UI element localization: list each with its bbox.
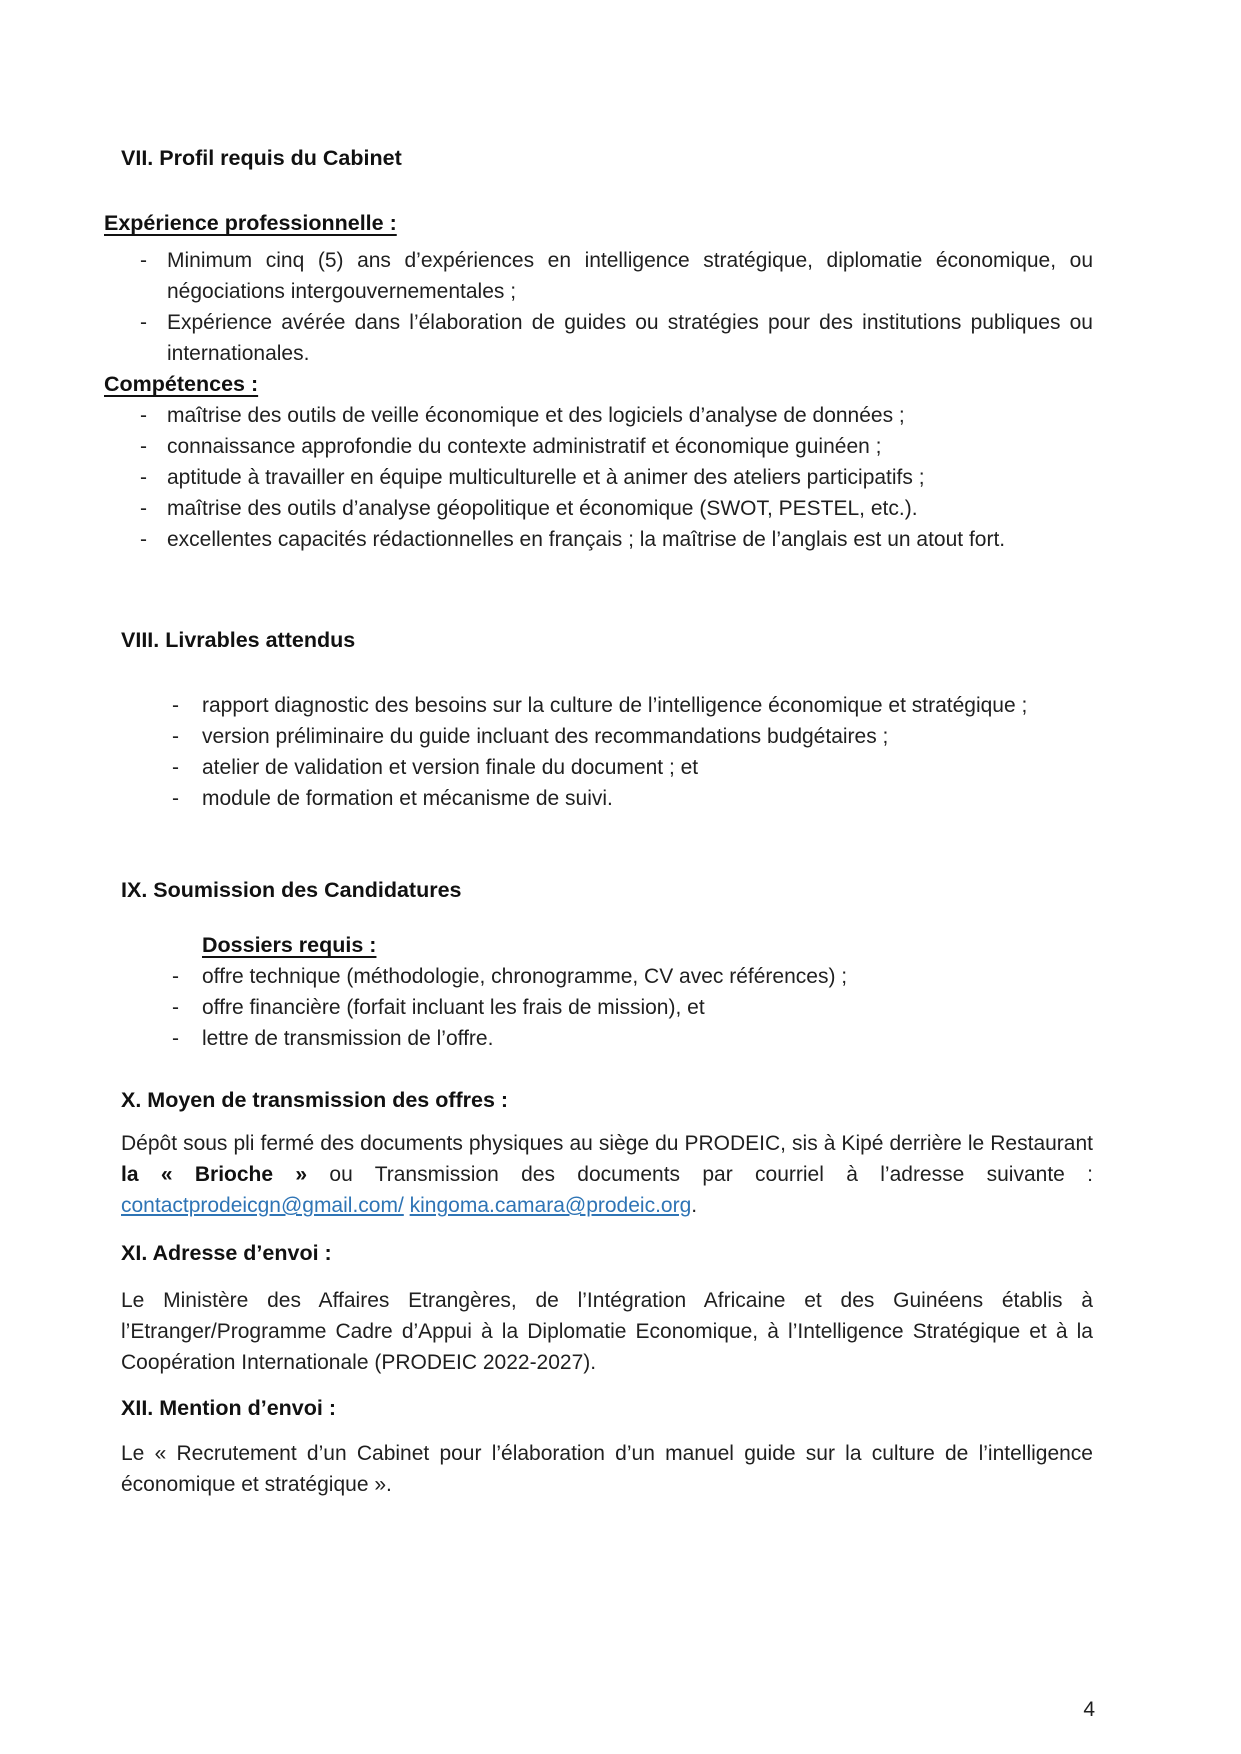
list-item bbox=[140, 493, 1093, 524]
list-item bbox=[172, 690, 1093, 721]
list-item-text: Minimum cinq (5) ans d’expériences en intelligence stratégique, diplomatie économique, ou négociations intergouvernementales ; bbox=[167, 249, 1093, 303]
bullet-dash: - bbox=[172, 725, 179, 748]
competences-list bbox=[121, 400, 1093, 617]
list-item bbox=[172, 1023, 1093, 1054]
list-item-text: Expérience avérée dans l’élaboration de guides ou stratégies pour des institutions publiques ou internationales. bbox=[167, 311, 1093, 365]
list-item bbox=[172, 783, 1093, 814]
list-item-text: atelier de validation et version finale du document ; et bbox=[202, 756, 699, 779]
subheading-competences-wrap bbox=[104, 369, 1093, 400]
list-item-text: connaissance approfondie du contexte administratif et économique guinéen ; bbox=[167, 435, 882, 458]
bullet-dash: - bbox=[172, 694, 179, 717]
adresse-paragraph: Le Ministère des Affaires Etrangères, de l’Intégration Africaine et des Guinéens établis à l’Etranger/Programme Cadre d’Appui à la Diplomatie Economique, à l’Intelligence Stratégique et à la Coopération Internationale (PRODEIC 2022-2027). bbox=[121, 1289, 1093, 1374]
restaurant-name-bold: la « Brioche » bbox=[121, 1163, 308, 1186]
bullet-dash: - bbox=[140, 249, 147, 272]
list-item bbox=[172, 752, 1093, 783]
bullet-dash: - bbox=[140, 466, 147, 489]
list-item bbox=[140, 400, 1093, 431]
list-item bbox=[172, 992, 1093, 1023]
section-heading-xii: XII. Mention d’envoi : bbox=[121, 1396, 336, 1420]
section-heading-ix: IX. Soumission des Candidatures bbox=[121, 878, 462, 902]
list-item bbox=[172, 961, 1093, 992]
list-item-text: maîtrise des outils d’analyse géopolitique et économique (SWOT, PESTEL, etc.). bbox=[167, 497, 918, 520]
subheading-competences: Compétences : bbox=[104, 372, 259, 396]
bullet-dash: - bbox=[172, 965, 179, 988]
subheading-experience: Expérience professionnelle : bbox=[104, 211, 397, 235]
list-item bbox=[140, 431, 1093, 462]
list-item-text: rapport diagnostic des besoins sur la culture de l’intelligence économique et stratégique ; bbox=[202, 694, 1028, 717]
bullet-dash: - bbox=[140, 311, 147, 334]
bullet-dash: - bbox=[172, 1027, 179, 1050]
dossiers-list bbox=[121, 961, 1093, 1054]
transmission-text-end: . bbox=[691, 1194, 698, 1217]
bullet-dash: - bbox=[172, 756, 179, 779]
subheading-experience-wrap bbox=[104, 208, 1093, 239]
list-item bbox=[140, 245, 1093, 307]
list-item-text: module de formation et mécanisme de suivi. bbox=[202, 787, 613, 810]
email-link-gmail[interactable]: contactprodeicgn@gmail.com/ bbox=[121, 1194, 404, 1217]
mention-paragraph: Le « Recrutement d’un Cabinet pour l’élaboration d’un manuel guide sur la culture de l’intelligence économique et stratégique ». bbox=[121, 1442, 1093, 1496]
subheading-dossiers-wrap bbox=[121, 930, 1093, 961]
bullet-dash: - bbox=[140, 497, 147, 520]
livrables-list bbox=[121, 690, 1093, 845]
list-item-text: maîtrise des outils de veille économique et des logiciels d’analyse de données ; bbox=[167, 404, 905, 427]
email-link-prodeic[interactable]: kingoma.camara@prodeic.org bbox=[409, 1194, 692, 1217]
list-item bbox=[172, 721, 1093, 752]
list-item bbox=[140, 462, 1093, 493]
list-item-text: lettre de transmission de l’offre. bbox=[202, 1027, 494, 1050]
bullet-dash: - bbox=[140, 528, 147, 551]
page-number: 4 bbox=[1083, 1698, 1095, 1721]
bullet-dash: - bbox=[140, 404, 147, 427]
section-heading-vii: VII. Profil requis du Cabinet bbox=[121, 146, 402, 170]
subheading-dossiers: Dossiers requis : bbox=[202, 933, 377, 957]
list-item-text: offre technique (méthodologie, chronogramme, CV avec références) ; bbox=[202, 965, 848, 988]
transmission-text-1: Dépôt sous pli fermé des documents physiques au siège du PRODEIC, sis à Kipé derrière le Restaurant bbox=[121, 1132, 1093, 1155]
list-item-text: version préliminaire du guide incluant des recommandations budgétaires ; bbox=[202, 725, 889, 748]
bullet-dash: - bbox=[140, 435, 147, 458]
experience-list bbox=[121, 245, 1093, 369]
section-heading-xi: XI. Adresse d’envoi : bbox=[121, 1241, 332, 1265]
document-content bbox=[104, 143, 1094, 1500]
list-item-text: offre financière (forfait incluant les frais de mission), et bbox=[202, 996, 705, 1019]
list-item-text: aptitude à travailler en équipe multiculturelle et à animer des ateliers participatifs ; bbox=[167, 466, 925, 489]
section-heading-x: X. Moyen de transmission des offres : bbox=[121, 1088, 509, 1112]
bullet-dash: - bbox=[172, 787, 179, 810]
transmission-paragraph bbox=[121, 1128, 1093, 1221]
list-item-text: excellentes capacités rédactionnelles en français ; la maîtrise de l’anglais est un atout fort. bbox=[167, 528, 1006, 551]
list-item bbox=[140, 524, 1093, 555]
list-item bbox=[140, 307, 1093, 369]
transmission-text-2: ou Transmission des documents par courriel à l’adresse suivante : bbox=[307, 1163, 1094, 1186]
bullet-dash: - bbox=[172, 996, 179, 1019]
section-heading-viii: VIII. Livrables attendus bbox=[121, 628, 356, 652]
